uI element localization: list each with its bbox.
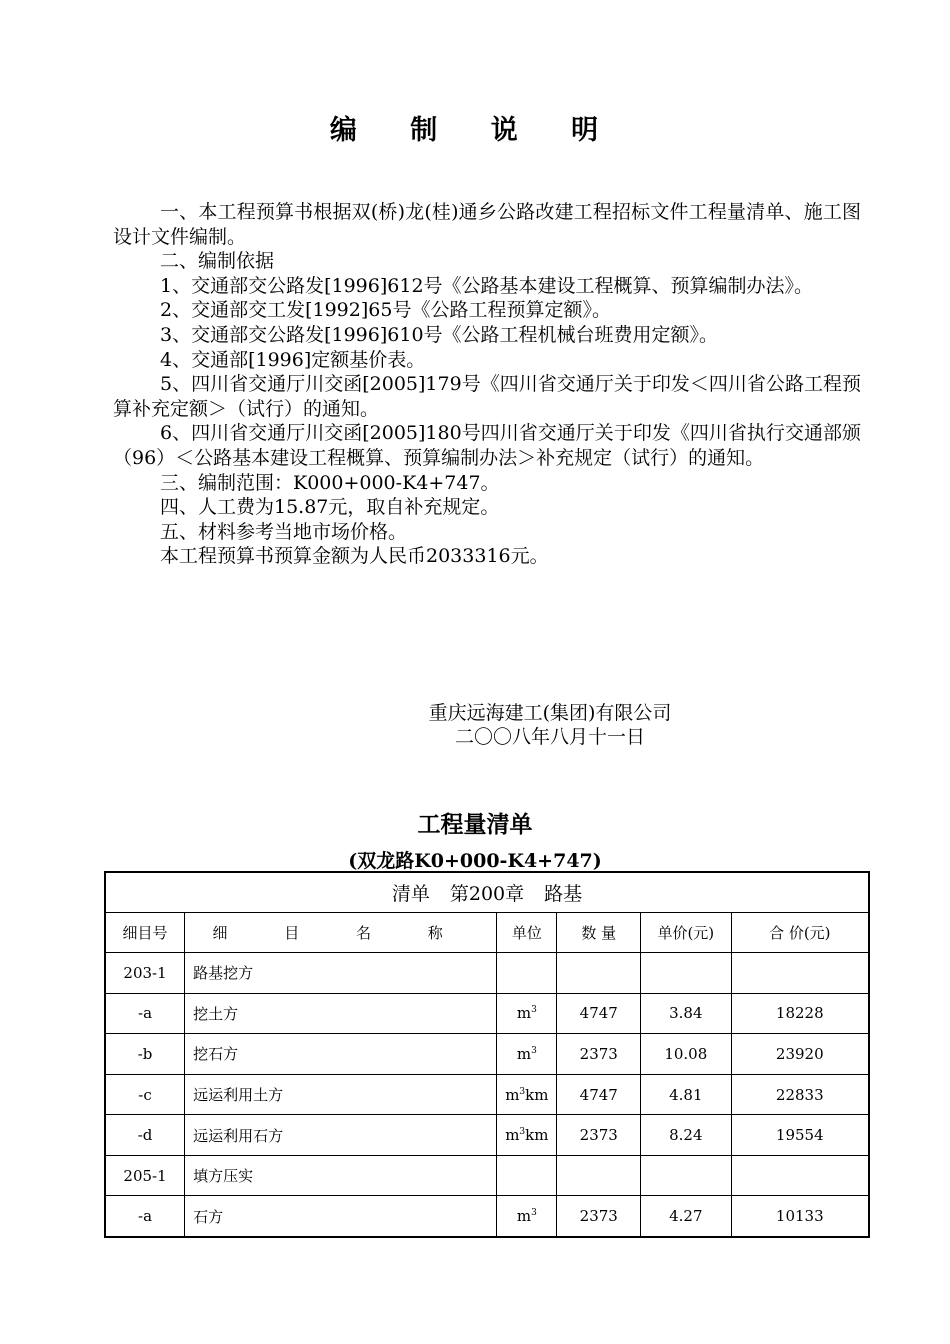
cell-unit: $m^3$ [497,1034,557,1075]
cell-total: 22833 [731,1074,869,1115]
cell-price [641,953,732,994]
table-row [105,1034,869,1075]
cell-unit: $m^3km$ [497,1074,557,1115]
header-unit: 单位 [497,912,557,953]
cell-price: 10.08 [641,1034,732,1075]
cell-total [731,1155,869,1196]
table-row [105,1196,869,1237]
cell-name: 远运利用石方 [185,1115,497,1156]
cell-unit [497,1155,557,1196]
signature-date: 二〇〇八年八月十一日 [454,726,645,748]
company-name: 重庆远海建工(集团)有限公司 [428,702,672,724]
cell-qty [557,953,641,994]
cell-code: -a [105,1196,185,1237]
cell-unit [497,953,557,994]
cell-code: -a [105,993,185,1034]
cell-code: 203-1 [105,953,185,994]
table-title: 工程量清单 [417,811,533,838]
cell-name: 挖土方 [185,993,497,1034]
cell-qty: 2373 [557,1034,641,1075]
paragraph: 二、编制依据 [160,250,275,273]
paragraph: 6、四川省交通厅川交函[2005]180号四川省交通厅关于印发《四川省执行交通部颁（96）＜公路基本建设工程概算、预算编制办法＞补充规定（试行）的通知。 [113,422,861,469]
paragraph: 1、交通部交公路发[1996]612号《公路基本建设工程概算、预算编制办法》。 [160,274,814,297]
cell-name: 填方压实 [185,1155,497,1196]
paragraph: 五、材料参考当地市场价格。 [160,520,408,543]
cell-total: 23920 [731,1034,869,1075]
cell-price: 3.84 [641,993,732,1034]
header-qty: 数 量 [557,912,641,953]
cell-code: -b [105,1034,185,1075]
cell-name: 石方 [185,1196,497,1237]
cell-total: 19554 [731,1115,869,1156]
header-total: 合 价(元) [731,912,869,953]
cell-qty: 4747 [557,993,641,1034]
compilation-notes [113,200,861,569]
cell-name: 挖石方 [185,1034,497,1075]
chapter-row [105,872,869,912]
paragraph: 一、本工程预算书根据双(桥)龙(桂)通乡公路改建工程招标文件工程量清单、施工图设计文件编制。 [113,201,861,248]
cell-price: 8.24 [641,1115,732,1156]
cell-name: 路基挖方 [185,953,497,994]
header-code: 细目号 [105,912,185,953]
paragraph: 三、编制范围：K000+000-K4+747。 [160,471,500,494]
table-row [105,993,869,1034]
paragraph: 2、交通部交工发[1992]65号《公路工程预算定额》。 [160,299,611,322]
chapter-heading: 清单 第200章 路基 [105,872,869,912]
header-price: 单价(元) [641,912,732,953]
header-name: 细 目 名 称 [185,912,497,953]
cell-qty: 2373 [557,1196,641,1237]
paragraph: 本工程预算书预算金额为人民币2033316元。 [160,545,549,568]
paragraph: 5、四川省交通厅川交函[2005]179号《四川省交通厅关于印发＜四川省公路工程预算补充定额＞（试行）的通知。 [113,373,861,420]
cell-price: 4.27 [641,1196,732,1237]
table-row [105,1155,869,1196]
cell-unit: $m^3$ [497,993,557,1034]
table-row [105,953,869,994]
page-title: 编 制 说 明 [329,115,621,146]
paragraph: 4、交通部[1996]定额基价表。 [160,348,426,371]
table-row [105,1074,869,1115]
cell-code: -c [105,1074,185,1115]
cell-code: 205-1 [105,1155,185,1196]
cell-qty: 2373 [557,1115,641,1156]
cell-total [731,953,869,994]
paragraph: 四、人工费为15.87元，取自补充规定。 [160,496,500,519]
table-header-row [105,912,869,953]
cell-price [641,1155,732,1196]
cell-unit: $m^3$ [497,1196,557,1237]
table-subtitle: (双龙路K0+000-K4+747) [348,850,602,872]
cell-name: 远运利用土方 [185,1074,497,1115]
cell-qty: 4747 [557,1074,641,1115]
cell-code: -d [105,1115,185,1156]
cell-total: 18228 [731,993,869,1034]
cell-total: 10133 [731,1196,869,1237]
bill-of-quantities-table [104,871,870,1238]
cell-qty [557,1155,641,1196]
paragraph: 3、交通部交公路发[1996]610号《公路工程机械台班费用定额》。 [160,323,719,346]
cell-price: 4.81 [641,1074,732,1115]
table-row [105,1115,869,1156]
cell-unit: $m^3km$ [497,1115,557,1156]
